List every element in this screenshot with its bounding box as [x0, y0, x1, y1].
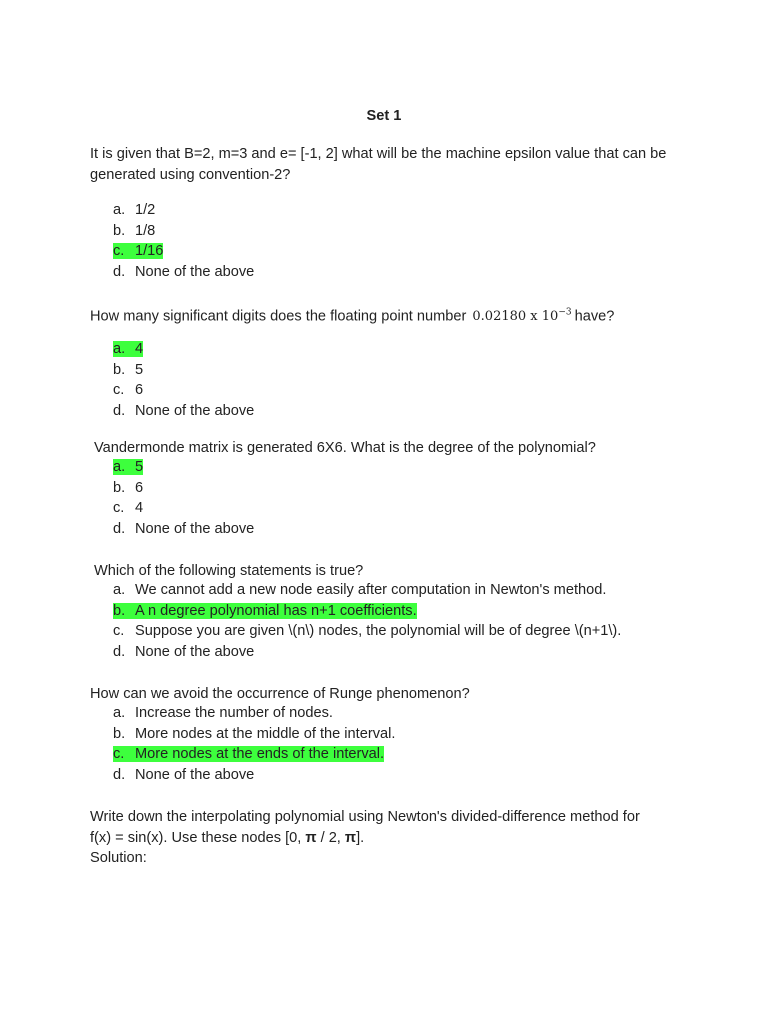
option-2a-highlighted: a. 4 [113, 341, 144, 357]
question-5-text: How can we avoid the occurrence of Runge phenomenon? [90, 686, 470, 702]
page-title: Set 1 [366, 108, 402, 124]
math-expression: 0.02180 x $10^{-3}$ [472, 308, 572, 325]
question-2-options [113, 339, 254, 421]
option-4a: a. We cannot add a new node easily after computation in Newton's method. [113, 582, 607, 598]
solution-label: Solution: [90, 850, 147, 866]
option-5c-highlighted: c. More nodes at the ends of the interval. [113, 746, 385, 762]
question-1-text: It is given that B=2, m=3 and e= [-1, 2] what will be the machine epsilon value that can be generated using convention-2? [90, 146, 667, 183]
option-1a: a. 1/2 [113, 202, 156, 218]
option-2b: b. 5 [113, 361, 144, 378]
question-4-text: Which of the following statements is true? [94, 563, 364, 579]
option-2c: c. 6 [113, 382, 144, 398]
option-5b: b. More nodes at the middle of the interval. [113, 725, 396, 742]
option-3a-highlighted: a. 5 [113, 459, 144, 475]
pi-symbol: π [344, 829, 357, 846]
option-3c: c. 4 [113, 500, 144, 516]
option-1c-highlighted: c. 1/16 [113, 243, 164, 259]
option-4b-highlighted: b. A n degree polynomial has n+1 coefficients. [113, 602, 417, 619]
question-2-text: How many significant digits does the floating point number 0.02180 x $10^{-3}$ have? [90, 308, 615, 325]
option-3d: d. None of the above [113, 520, 255, 537]
option-3b: b. 6 [113, 479, 144, 496]
question-6-text: Write down the interpolating polynomial using Newton's divided-difference method for f(x) = sin(x). Use these nodes [0, π / 2, π]. [90, 809, 640, 846]
option-5a: a. Increase the number of nodes. [113, 705, 333, 721]
option-2d: d. None of the above [113, 402, 255, 419]
option-5d: d. None of the above [113, 766, 255, 783]
option-1b: b. 1/8 [113, 222, 156, 239]
question-5-options [113, 703, 395, 785]
option-4d: d. None of the above [113, 643, 255, 660]
question-4-options [113, 580, 621, 662]
pi-symbol: π [305, 829, 317, 846]
question-3-text: Vandermonde matrix is generated 6X6. What is the degree of the polynomial? [94, 440, 596, 456]
option-1d: d. None of the above [113, 263, 255, 280]
question-1-options [113, 200, 254, 282]
option-4c: c. Suppose you are given \(n\) nodes, the polynomial will be of degree \(n+1\). [113, 623, 622, 639]
question-3-options [113, 457, 254, 539]
